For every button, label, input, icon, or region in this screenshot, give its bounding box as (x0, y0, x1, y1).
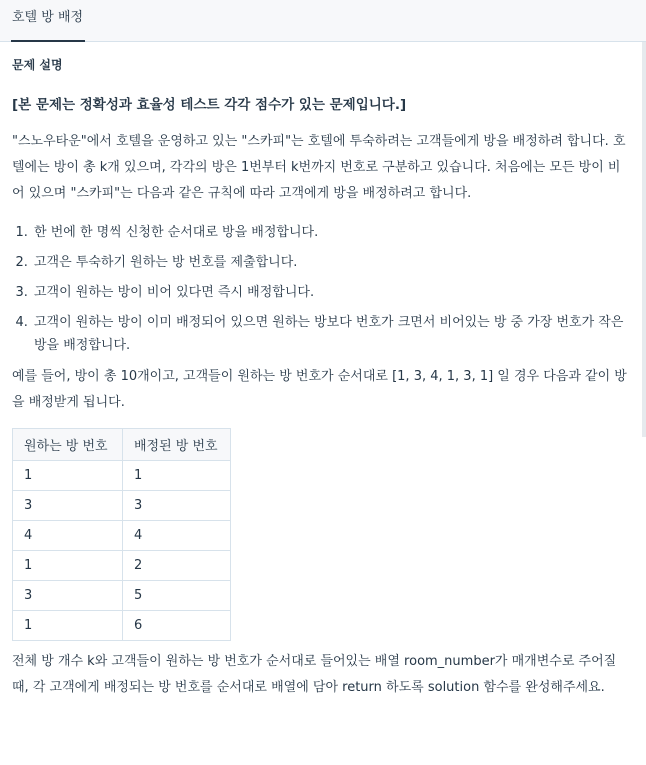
table-header-row (13, 429, 231, 461)
table-row (13, 611, 231, 641)
rule-item: 1. 한 번에 한 명씩 신청한 순서대로 방을 배정합니다. (32, 221, 632, 244)
cell-requested: 1 (13, 461, 123, 491)
outro-paragraph: 전체 방 개수 k와 고객들이 원하는 방 번호가 순서대로 들어있는 배열 room_number가 매개변수로 주어질 때, 각 고객에게 배정되는 방 번호를 순서대로 배열에 담아 return 하도록 solution 함수를 완성해주세요. (12, 654, 617, 695)
header-requested-room: 원하는 방 번호 (13, 429, 123, 461)
section-title: 문제 설명 (12, 58, 63, 72)
header-assigned-room: 배정된 방 번호 (123, 429, 231, 461)
intro-paragraph: "스노우타운"에서 호텔을 운영하고 있는 "스카피"는 호텔에 투숙하려는 고객들에게 방을 배정하려 합니다. 호텔에는 방이 총 k개 있으며, 각각의 방은 1번부터 k번까지 번호로 구분하고 있습니다. 처음에는 모든 방이 비어 있으며 "스카피"는 다음과 같은 규칙에 따라 고객에게 방을 배정하려고 합니다. (12, 134, 626, 201)
rules-list (12, 221, 632, 357)
cell-requested: 1 (13, 611, 123, 641)
rule-item: 4. 고객이 원하는 방이 이미 배정되어 있으면 원하는 방보다 번호가 크면서 비어있는 방 중 가장 번호가 작은 방을 배정합니다. (32, 311, 632, 357)
tab-bar (0, 0, 646, 42)
table-row (13, 581, 231, 611)
problem-description (12, 54, 632, 701)
cell-assigned: 2 (123, 551, 231, 581)
notice-text: [본 문제는 정확성과 효율성 테스트 각각 점수가 있는 문제입니다.] (12, 97, 407, 113)
cell-assigned: 3 (123, 491, 231, 521)
cell-assigned: 4 (123, 521, 231, 551)
scrollbar[interactable] (642, 42, 646, 437)
cell-assigned: 6 (123, 611, 231, 641)
active-tab-indicator (11, 40, 85, 42)
table-row (13, 521, 231, 551)
rule-item: 3. 고객이 원하는 방이 비어 있다면 즉시 배정합니다. (32, 281, 632, 304)
table-row (13, 491, 231, 521)
rule-item: 2. 고객은 투숙하기 원하는 방 번호를 제출합니다. (32, 251, 632, 274)
cell-assigned: 5 (123, 581, 231, 611)
cell-assigned: 1 (123, 461, 231, 491)
cell-requested: 3 (13, 581, 123, 611)
tab-problem[interactable]: 호텔 방 배정 (12, 10, 84, 25)
cell-requested: 1 (13, 551, 123, 581)
table-row (13, 461, 231, 491)
table-row (13, 551, 231, 581)
cell-requested: 3 (13, 491, 123, 521)
cell-requested: 4 (13, 521, 123, 551)
example-paragraph: 예를 들어, 방이 총 10개이고, 고객들이 원하는 방 번호가 순서대로 [1, 3, 4, 1, 3, 1] 일 경우 다음과 같이 방을 배정받게 됩니다. (12, 369, 627, 410)
assignment-table (12, 428, 231, 641)
